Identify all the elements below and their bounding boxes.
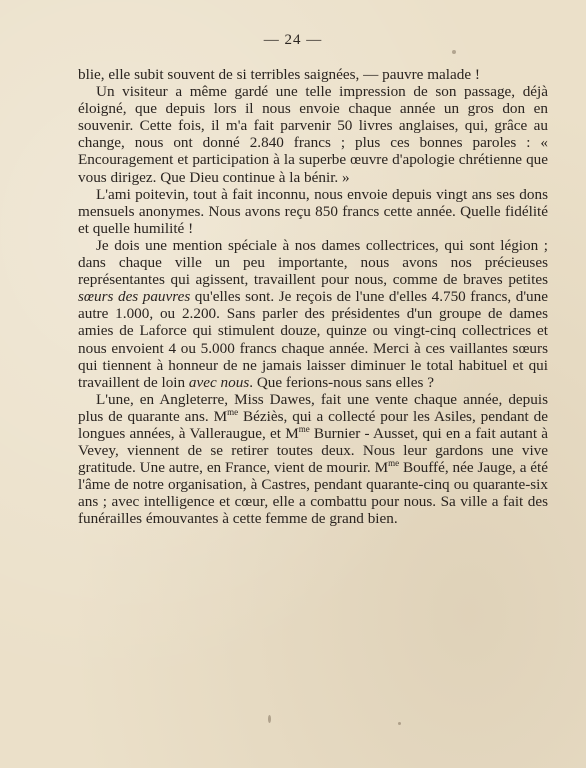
- paragraph: blie, elle subit souvent de si terribles saignées, — pauvre malade !: [78, 66, 480, 83]
- italic-text: avec nous: [188, 373, 250, 391]
- page-number: — 24 —: [263, 32, 323, 48]
- text-run: Je dois une mention spéciale à nos dames collectrices, qui sont légion ; dans chaque ville un peu importante, nous avons nos précieuses représentantes qui agissent, travaillent pour nous, comme de braves petites: [78, 236, 548, 289]
- paper-speck: [452, 50, 456, 54]
- paragraph: L'ami poitevin, tout à fait inconnu, nous envoie depuis vingt ans ses dons mensuels anonymes. Nous avons reçu 850 francs cette année. Quelle fidélité et quelle humilité !: [78, 185, 548, 237]
- text-run: Bouffé, née Jauge, a été l'âme de notre organisation, à Castres, pendant quarante-cinq ou quarante-six ans ; avec intelligence et cœur, elle a combattu pour nous. Sa ville a fait des funérailles émouvantes à cette femme de grand bien.: [78, 459, 548, 528]
- paragraph: [78, 237, 548, 391]
- paragraph: Un visiteur a même gardé une telle impression de son passage, déjà éloigné, que depuis lors il nous envoie chaque année un gros don en souvenir. Cette fois, il m'a fait parvenir 50 livres anglaises, qui, grâce au change, nous ont donné 2.840 francs ; plus ces bonnes paroles : « Encouragement et participation à la superbe œuvre d'apologie chrétienne que vous dirigez. Que Dieu continue à la bénir. »: [78, 83, 548, 186]
- superscript: me: [388, 458, 400, 469]
- paragraph: [78, 391, 548, 528]
- text-run: qu'elles sont. Je reçois de l'une d'elles 4.750 francs, d'une autre 1.000, ou 2.200. Sans parler des présidentes d'un groupe de dames amies de Laforce qui stimulent douze, quinze ou vingt-cinq collectrices et nous envoient 4 ou 5.000 francs chaque année. Merci à ces vaillantes sœurs qui tiennent à honneur de ne jamais laisser diminuer le total habituel et qui travaillent de loin: [78, 288, 548, 391]
- text-run: L'une, en Angleterre, Miss Dawes, fait une vente chaque année, depuis plus de quarante ans. M: [78, 390, 548, 425]
- paper-speck: [268, 715, 271, 723]
- superscript: me: [227, 406, 239, 417]
- superscript: me: [298, 423, 310, 434]
- text-run: . Que ferions-nous sans elles ?: [249, 373, 434, 391]
- body-text: [78, 66, 548, 528]
- text-run: Béziès, qui a collecté pour les Asiles, pendant de longues années, à Valleraugue, et M: [78, 407, 548, 442]
- text-run: Burnier - Ausset, qui en a fait autant à Vevey, viennent de se retirer toutes deux. Nous leur gardons une vive gratitude. Une autre, en France, vient de mourir. M: [78, 424, 548, 477]
- italic-text: sœurs des pauvres: [78, 288, 191, 306]
- paper-speck: [398, 722, 401, 725]
